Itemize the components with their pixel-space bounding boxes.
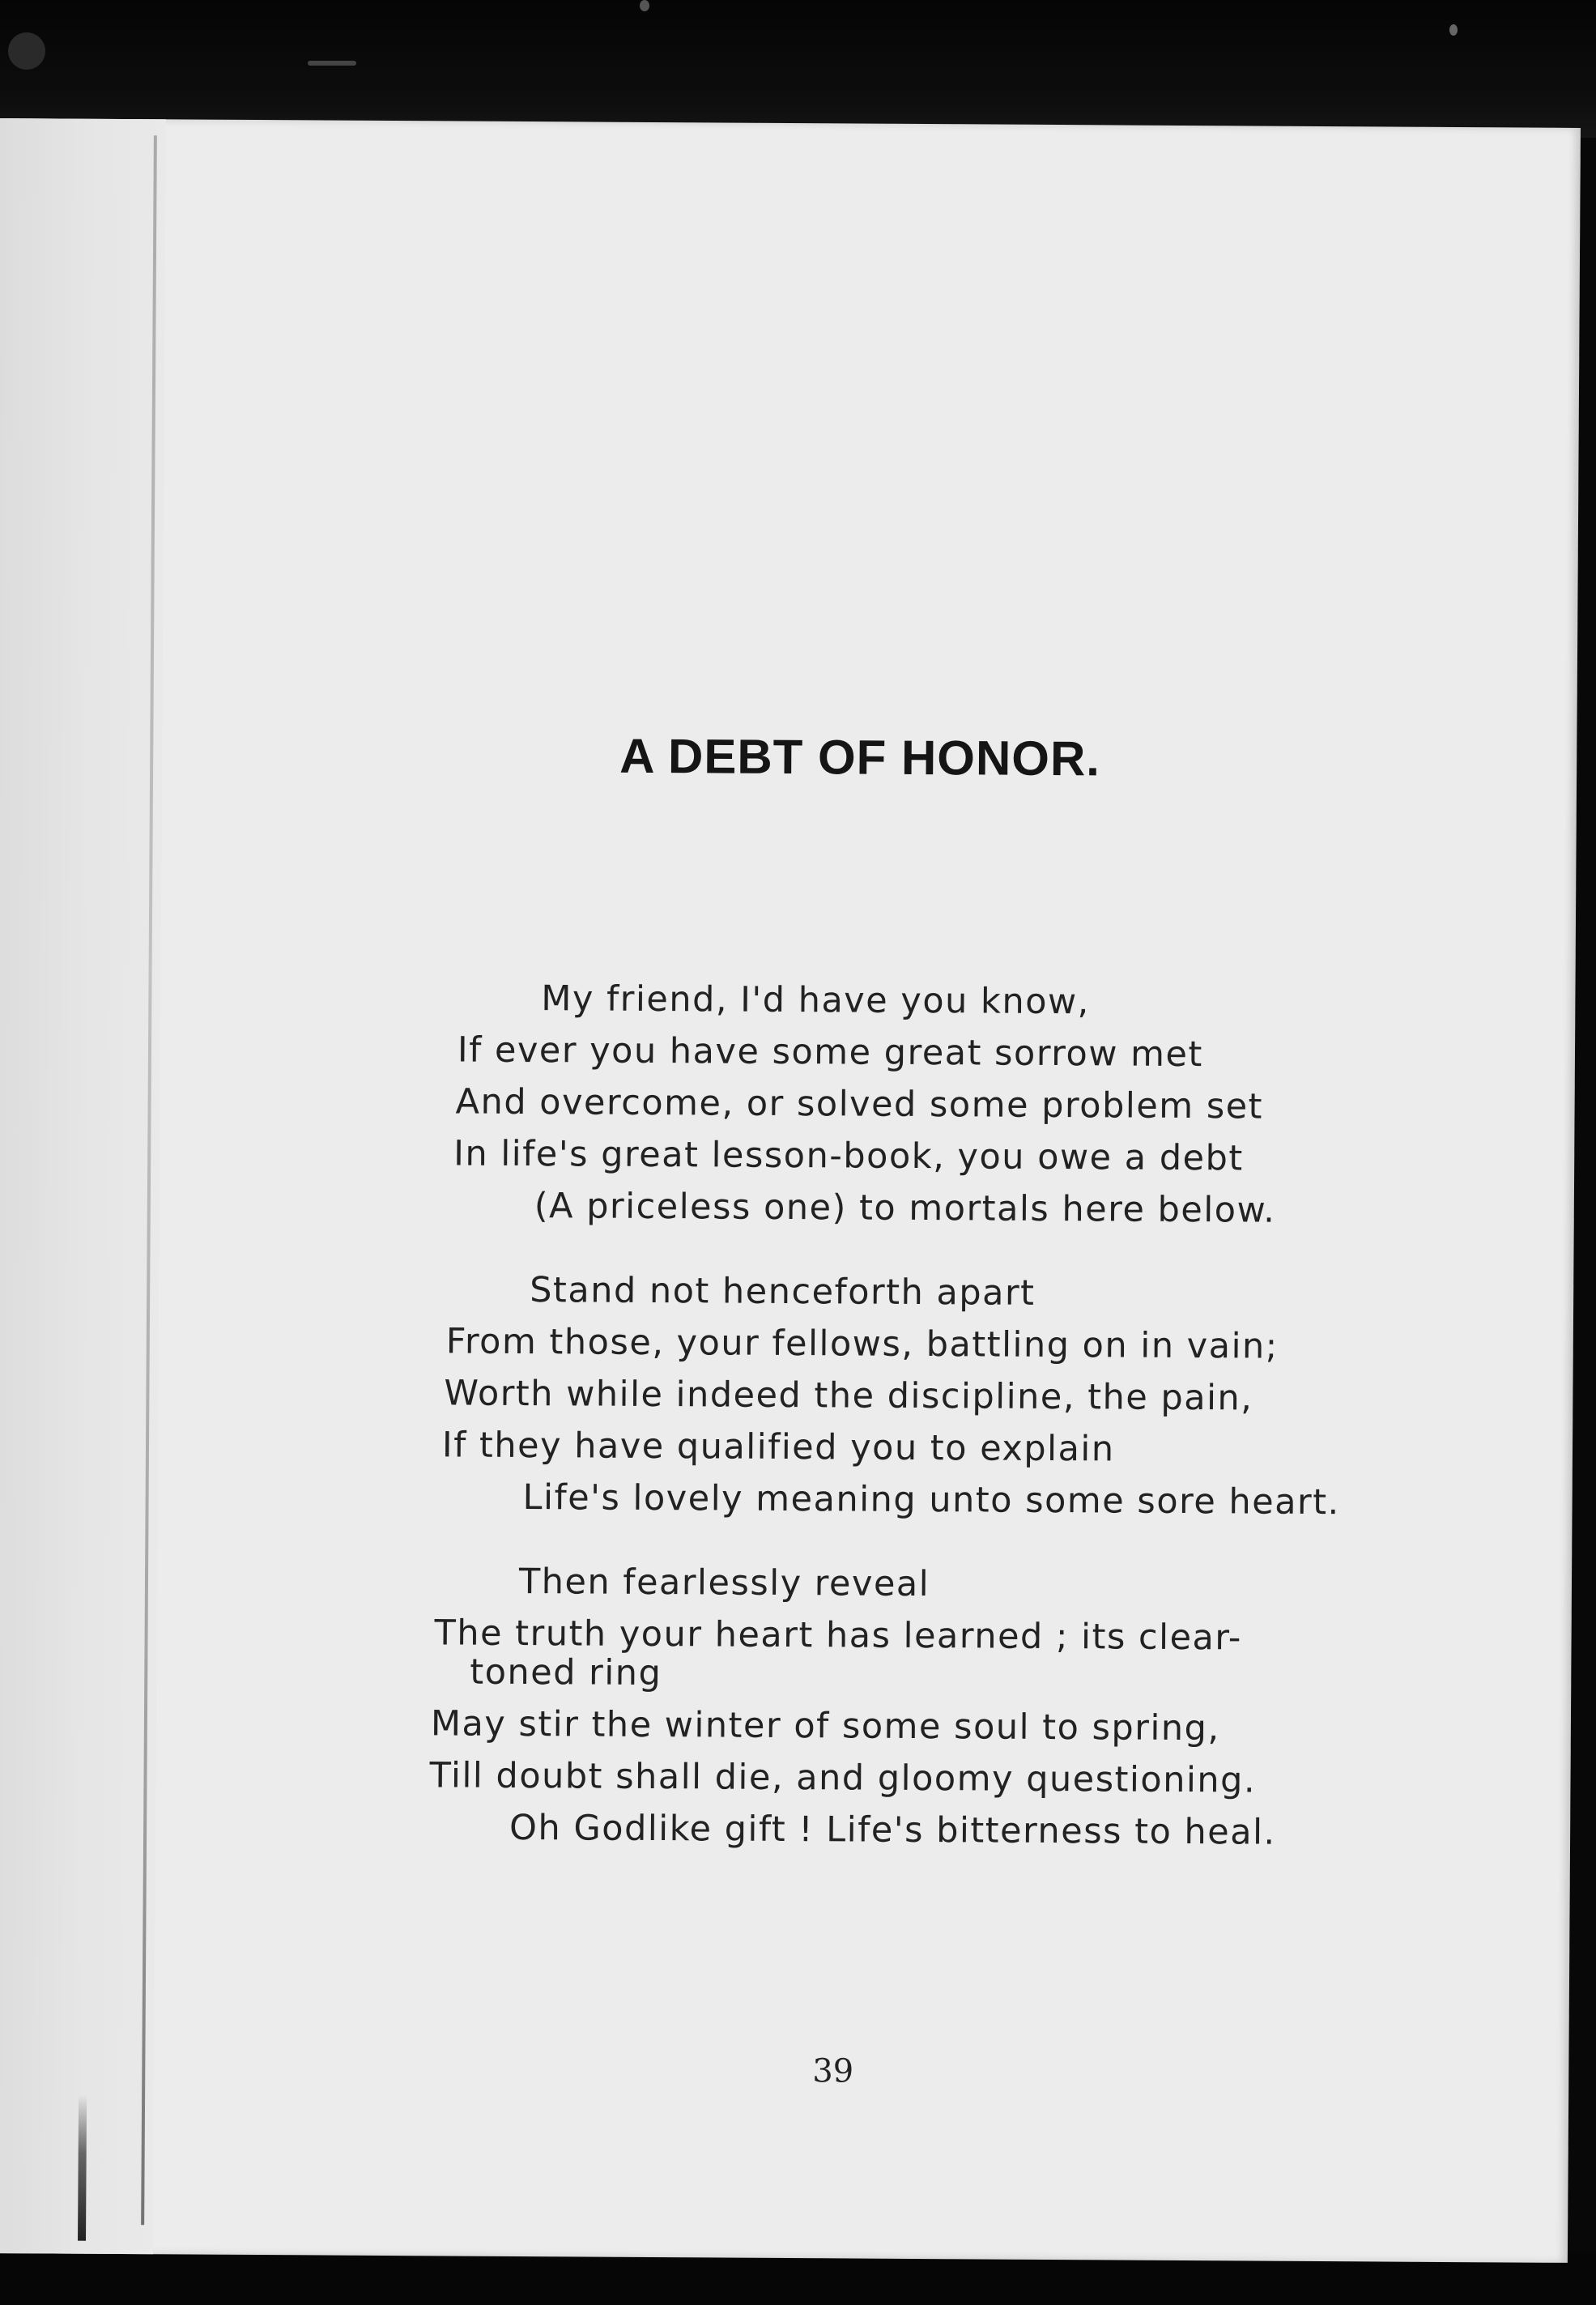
dust-speck [640, 0, 649, 11]
poem-line: Oh Godlike gift ! Life's bitterness to heal. [509, 1807, 1276, 1853]
poem-line: Then fearlessly reveal [518, 1561, 930, 1605]
scan-background-top [0, 0, 1596, 138]
page-gutter [0, 118, 166, 2254]
poem-line: toned ring [470, 1651, 662, 1694]
poem-line: If ever you have some great sorrow met [457, 1029, 1203, 1076]
book-page [0, 118, 1581, 2263]
page-edge-mark [78, 2095, 87, 2241]
poem-line: My friend, I'd have you know, [541, 978, 1090, 1023]
poem-title: A DEBT OF HONOR. [619, 728, 1101, 786]
poem-line: From those, your fellows, battling on in vain; [445, 1321, 1279, 1367]
poem-line: (A priceless one) to mortals here below. [534, 1186, 1276, 1231]
dust-speck [8, 32, 45, 70]
page-number: 39 [812, 2052, 854, 2090]
poem-line: May stir the winter of some soul to spring, [430, 1703, 1220, 1749]
poem-line: Stand not henceforth apart [530, 1270, 1036, 1314]
dust-speck [308, 61, 356, 66]
poem-line: And overcome, or solved some problem set [455, 1081, 1264, 1127]
poem-line: If they have qualified you to explain [441, 1425, 1115, 1470]
poem-line: Worth while indeed the discipline, the pain, [444, 1373, 1253, 1419]
poem-line: In life's great lesson-book, you owe a debt [453, 1133, 1244, 1179]
poem-line: Life's lovely meaning unto some sore heart. [522, 1477, 1340, 1523]
poem-line: Till doubt shall die, and gloomy questioning. [429, 1755, 1257, 1801]
poem-line: The truth your heart has learned ; its clear- [434, 1613, 1242, 1659]
dust-speck [1449, 24, 1458, 36]
